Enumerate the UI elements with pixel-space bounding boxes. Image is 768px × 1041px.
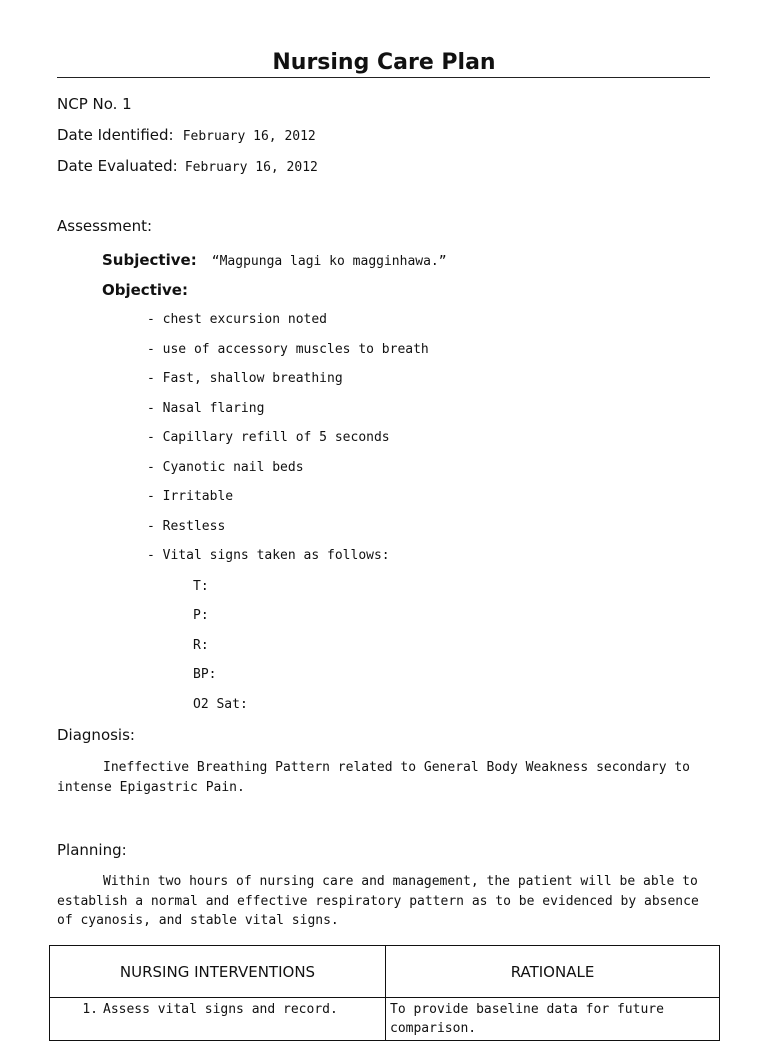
title-underline xyxy=(57,77,710,78)
date-identified-row xyxy=(57,125,316,147)
date-evaluated-value: February 16, 2012 xyxy=(184,160,318,175)
objective-item: - Nasal flaring xyxy=(147,401,265,416)
interventions-table xyxy=(49,945,720,1041)
objective-item: - Vital signs taken as follows: xyxy=(147,548,390,563)
ncp-number: NCP No. 1 xyxy=(57,95,132,113)
column-header-interventions: NURSING INTERVENTIONS xyxy=(50,946,386,998)
objective-item: - use of accessory muscles to breath xyxy=(147,342,429,357)
objective-item: - Fast, shallow breathing xyxy=(147,371,343,386)
vital-sign-o2-sat: O2 Sat: xyxy=(193,697,248,712)
subjective-row xyxy=(102,250,447,272)
subjective-label: Subjective: xyxy=(102,251,197,269)
vital-sign-pulse: P: xyxy=(193,608,209,623)
objective-item: - Capillary refill of 5 seconds xyxy=(147,430,390,445)
intervention-number: 1. xyxy=(82,1002,98,1017)
vital-sign-blood-pressure: BP: xyxy=(193,667,217,682)
date-evaluated-row xyxy=(57,156,318,178)
objective-label: Objective: xyxy=(102,281,188,299)
table-row xyxy=(50,998,720,1041)
diagnosis-text: Ineffective Breathing Pattern related to General Body Weakness secondary to intense Epigastric Pain. xyxy=(57,760,690,795)
table-header-row xyxy=(50,946,720,998)
objective-item: - Irritable xyxy=(147,489,234,504)
planning-text: Within two hours of nursing care and management, the patient will be able to establish a normal and effective respiratory pattern as to be evidenced by absence of cyanosis, and stable vital signs. xyxy=(57,874,699,928)
date-identified-value: February 16, 2012 xyxy=(182,129,316,144)
objective-item: - Restless xyxy=(147,519,226,534)
vital-sign-temperature: T: xyxy=(193,579,209,594)
planning-heading: Planning: xyxy=(57,841,127,859)
date-identified-label: Date Identified: xyxy=(57,126,174,144)
intervention-cell xyxy=(50,998,386,1041)
subjective-value: “Magpunga lagi ko magginhawa.” xyxy=(211,254,447,269)
assessment-heading: Assessment: xyxy=(57,217,153,235)
rationale-cell: To provide baseline data for future comparison. xyxy=(386,998,720,1041)
objective-item: - chest excursion noted xyxy=(147,312,328,327)
objective-item: - Cyanotic nail beds xyxy=(147,460,304,475)
vital-sign-respiration: R: xyxy=(193,638,209,653)
intervention-text: Assess vital signs and record. xyxy=(103,1002,338,1017)
diagnosis-heading: Diagnosis: xyxy=(57,726,135,744)
column-header-rationale: RATIONALE xyxy=(386,946,720,998)
date-evaluated-label: Date Evaluated: xyxy=(57,157,178,175)
page-title: Nursing Care Plan xyxy=(272,50,496,75)
